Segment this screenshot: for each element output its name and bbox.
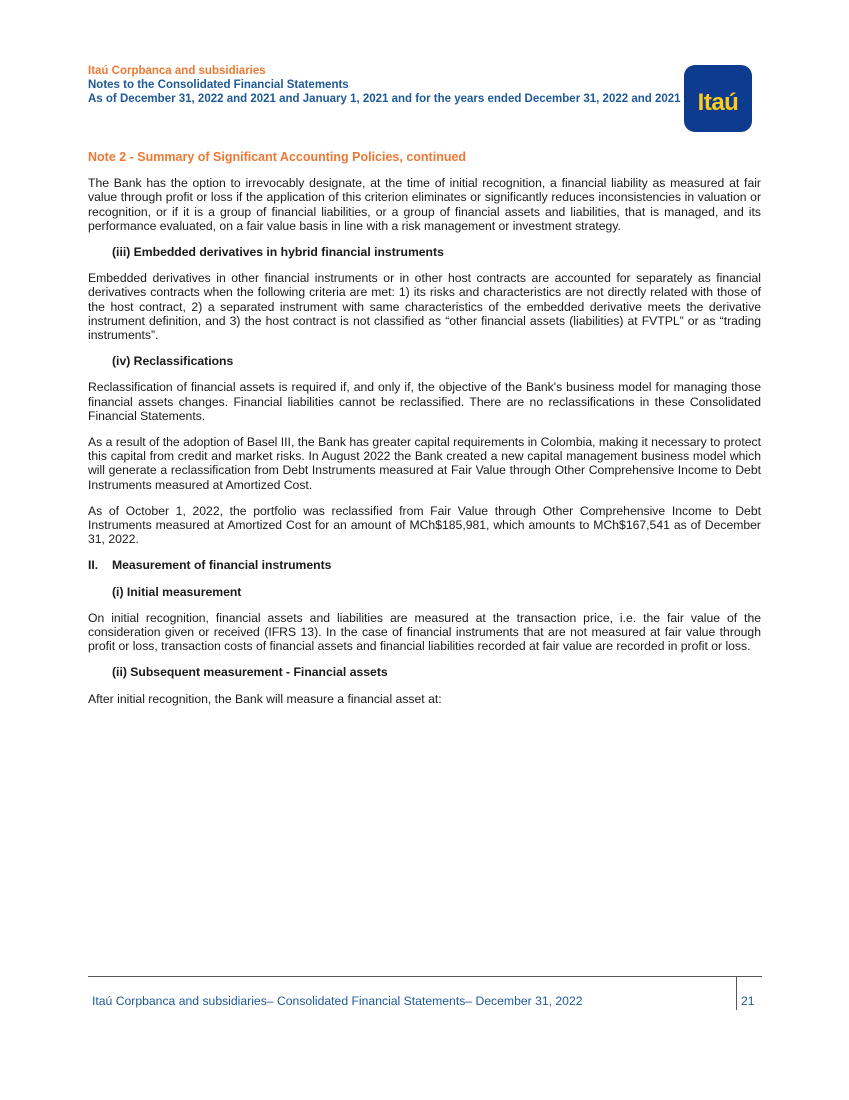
subheading-subsequent-measurement: (ii) Subsequent measurement - Financial assets — [112, 665, 388, 680]
logo-text: Itaú — [697, 88, 739, 116]
itau-logo — [684, 65, 752, 132]
subheading-reclassifications: (iv) Reclassifications — [112, 354, 234, 369]
paragraph-portfolio-reclassified: As of October 1, 2022, the portfolio was reclassified from Fair Value through Other Comprehensive Income to Debt Instruments measured at Amortized Cost for an amount of MCh$185,981, which amounts to MCh$167,541 as of December 31, 2022. — [88, 503, 761, 547]
paragraph-reclassification-policy: Reclassification of financial assets is required if, and only if, the objective of the Bank's business model for managing those financial assets changes. Financial liabilities cannot be reclassified. There are no reclassifications in these Consolidated Financial Statements. — [88, 380, 761, 423]
subheading-initial-measurement: (i) Initial measurement — [112, 584, 242, 599]
footer-divider — [88, 976, 762, 977]
footer-text: Itaú Corpbanca and subsidiaries– Consolidated Financial Statements– December 31, 2022 — [92, 994, 583, 1008]
header-company: Itaú Corpbanca and subsidiaries — [88, 65, 266, 77]
document-header — [88, 64, 688, 106]
page-number: 21 — [741, 994, 755, 1008]
subheading-embedded-derivatives: (iii) Embedded derivatives in hybrid financial instruments — [112, 245, 444, 260]
section-heading-measurement — [88, 558, 761, 572]
section-number: II. — [88, 558, 99, 573]
paragraph-basel-iii: As a result of the adoption of Basel III, the Bank has greater capital requirements in Colombia, making it necessary to protect this capital from credit and market risks. In August 2022 the Bank created a new capital management business model which will generate a reclassification from Debt Instruments measured at Fair Value through Other Comprehensive Income to Debt Instruments measured at Amortized Cost. — [88, 435, 761, 492]
paragraph-embedded-derivatives: Embedded derivatives in other financial instruments or in other host contracts are accounted for separately as financial derivatives contracts when the following criteria are met: 1) its risks and characteristics are not directly related with those of the host contract, 2) a separated instrument with same characteristics of the embedded derivative meets the derivative instrument definition, and 3) the host contract is not classified as “other financial assets (liabilities) at FVTPL” or as “trading instruments”. — [88, 271, 761, 343]
note-title: Note 2 - Summary of Significant Accounting Policies, continued — [88, 150, 467, 164]
paragraph-initial-measurement: On initial recognition, financial assets and liabilities are measured at the transaction price, i.e. the fair value of the consideration given or received (IFRS 13). In the case of financial instruments that are not measured at fair value through profit or loss, transaction costs of financial assets and financial liabilities recorded at fair value are recorded in profit or loss. — [88, 610, 761, 654]
section-title: Measurement of financial instruments — [112, 558, 332, 573]
header-period: As of December 31, 2022 and 2021 and January 1, 2021 and for the years ended December 31, 2022 and 2021 — [88, 93, 681, 105]
paragraph-subsequent-measurement: After initial recognition, the Bank will measure a financial asset at: — [88, 691, 442, 706]
paragraph-fair-value-option: The Bank has the option to irrevocably designate, at the time of initial recognition, a financial liability as measured at fair value through profit or loss if the application of this criterion eliminates or significantly reduces inconsistencies in valuation or recognition, or if it is a group of financial liabilities, or a group of financial assets and liabilities, that is managed, and its performance evaluated, on a fair value basis in line with a risk management or investment strategy. — [88, 176, 761, 233]
page-content — [88, 150, 761, 718]
header-title: Notes to the Consolidated Financial Statements — [88, 79, 349, 91]
footer-page-separator — [736, 976, 737, 1010]
